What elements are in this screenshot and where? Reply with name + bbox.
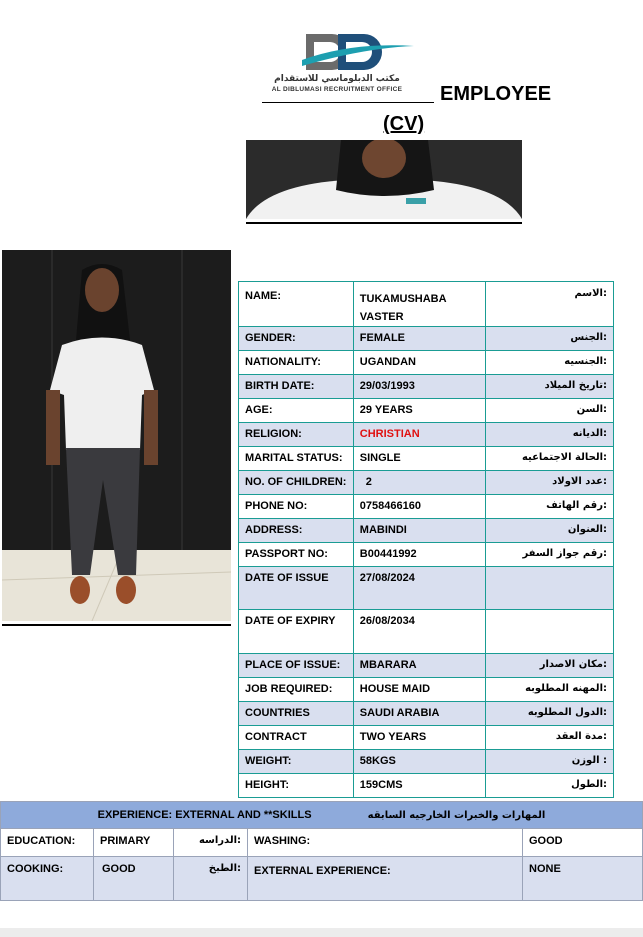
weight-value: 58KGS — [353, 750, 485, 774]
contract-label: CONTRACT — [239, 726, 354, 750]
personal-info-table — [238, 281, 614, 798]
table-row — [239, 447, 614, 471]
full-photo-underline — [2, 624, 231, 626]
logo-underline — [262, 102, 434, 103]
marital-status-value: SINGLE — [353, 447, 485, 471]
cooking-label-ar: الطبخ: — [174, 857, 248, 901]
table-row — [239, 610, 614, 654]
external-experience-value: NONE — [523, 857, 643, 901]
contract-value: TWO YEARS — [353, 726, 485, 750]
marital-status-label: MARITAL STATUS: — [239, 447, 354, 471]
children-label: NO. OF CHILDREN: — [239, 471, 354, 495]
contract-label-ar: مدة العقد: — [485, 726, 614, 750]
address-label-ar: العنوان: — [485, 519, 614, 543]
expiry-date-value: 26/08/2034 — [353, 610, 485, 654]
nationality-label-ar: الجنسيه: — [485, 351, 614, 375]
address-label: ADDRESS: — [239, 519, 354, 543]
table-row — [239, 399, 614, 423]
religion-value: CHRISTIAN — [353, 423, 485, 447]
place-of-issue-label-ar: مكان الاصدار: — [485, 654, 614, 678]
table-row — [239, 495, 614, 519]
passport-label-ar: رقم جواز السفر: — [485, 543, 614, 567]
name-label: NAME: — [239, 282, 354, 327]
birth-date-label-ar: تاريخ الميلاد: — [485, 375, 614, 399]
countries-value: SAUDI ARABIA — [353, 702, 485, 726]
issue-date-label-ar — [485, 567, 614, 610]
washing-label: WASHING: — [248, 829, 523, 857]
issue-date-label: DATE OF ISSUE — [239, 567, 354, 610]
gender-label-ar: الجنس: — [485, 327, 614, 351]
table-row — [239, 702, 614, 726]
nationality-label: NATIONALITY: — [239, 351, 354, 375]
cooking-label: COOKING: — [1, 857, 94, 901]
logo-english-text: AL DIBLUMASI RECRUITMENT OFFICE — [271, 86, 403, 93]
birth-date-label: BIRTH DATE: — [239, 375, 354, 399]
name-label-ar: الاسم: — [485, 282, 614, 327]
table-row — [239, 423, 614, 447]
age-label: AGE: — [239, 399, 354, 423]
washing-value: GOOD — [523, 829, 643, 857]
name-value: TUKAMUSHABA VASTER — [353, 282, 485, 327]
external-experience-label: EXTERNAL EXPERIENCE: — [248, 857, 523, 901]
table-row — [239, 375, 614, 399]
table-row — [239, 327, 614, 351]
address-value: MABINDI — [353, 519, 485, 543]
gender-label: GENDER: — [239, 327, 354, 351]
education-label: EDUCATION: — [1, 829, 94, 857]
age-value: 29 YEARS — [353, 399, 485, 423]
table-row — [239, 543, 614, 567]
passport-value: B00441992 — [353, 543, 485, 567]
countries-label-ar: الدول المطلوبه: — [485, 702, 614, 726]
company-logo — [262, 30, 422, 105]
full-body-photo — [2, 250, 231, 621]
logo-arabic-text: مكتب الدبلوماسي للاستقدام — [274, 74, 400, 84]
education-value: PRIMARY — [94, 829, 174, 857]
table-row — [239, 654, 614, 678]
height-value: 159CMS — [353, 774, 485, 798]
table-row — [239, 351, 614, 375]
phone-label: PHONE NO: — [239, 495, 354, 519]
portrait-underline — [246, 222, 522, 224]
table-row — [239, 774, 614, 798]
education-label-ar: الدراسه: — [174, 829, 248, 857]
children-label-ar: عدد الاولاد: — [485, 471, 614, 495]
place-of-issue-label: PLACE OF ISSUE: — [239, 654, 354, 678]
weight-label: WEIGHT: — [239, 750, 354, 774]
skills-header-ar: المهارات والخبرات الخارجيه السابقه — [367, 810, 546, 821]
expiry-date-label: DATE OF EXPIRY — [239, 610, 354, 654]
children-value: 2 — [353, 471, 485, 495]
job-required-label-ar: المهنه المطلوبه: — [485, 678, 614, 702]
job-required-value: HOUSE MAID — [353, 678, 485, 702]
table-row — [239, 726, 614, 750]
table-row — [1, 857, 643, 901]
table-row — [239, 519, 614, 543]
nationality-value: UGANDAN — [353, 351, 485, 375]
issue-date-value: 27/08/2024 — [353, 567, 485, 610]
skills-table — [0, 801, 643, 901]
page-subtitle: (CV) — [383, 113, 425, 135]
expiry-date-label-ar — [485, 610, 614, 654]
religion-label: RELIGION: — [239, 423, 354, 447]
weight-label-ar: الوزن : — [485, 750, 614, 774]
age-label-ar: السن: — [485, 399, 614, 423]
phone-value: 0758466160 — [353, 495, 485, 519]
table-row — [239, 282, 614, 327]
table-row — [239, 567, 614, 610]
marital-status-label-ar: الحالة الاجتماعيه: — [485, 447, 614, 471]
skills-header-en: EXPERIENCE: EXTERNAL AND **SKILLS — [97, 809, 312, 821]
phone-label-ar: رقم الهاتف: — [485, 495, 614, 519]
table-row — [239, 750, 614, 774]
page-footer-bar — [0, 928, 643, 937]
height-label-ar: الطول: — [485, 774, 614, 798]
gender-value: FEMALE — [353, 327, 485, 351]
skills-header-row — [1, 802, 643, 829]
cooking-value: GOOD — [94, 857, 174, 901]
page-title: EMPLOYEE — [440, 83, 552, 105]
skills-header — [1, 802, 643, 829]
height-label: HEIGHT: — [239, 774, 354, 798]
birth-date-value: 29/03/1993 — [353, 375, 485, 399]
job-required-label: JOB REQUIRED: — [239, 678, 354, 702]
passport-label: PASSPORT NO: — [239, 543, 354, 567]
table-row — [239, 471, 614, 495]
place-of-issue-value: MBARARA — [353, 654, 485, 678]
religion-label-ar: الديانه: — [485, 423, 614, 447]
table-row — [239, 678, 614, 702]
portrait-photo — [246, 140, 522, 219]
countries-label: COUNTRIES — [239, 702, 354, 726]
table-row — [1, 829, 643, 857]
